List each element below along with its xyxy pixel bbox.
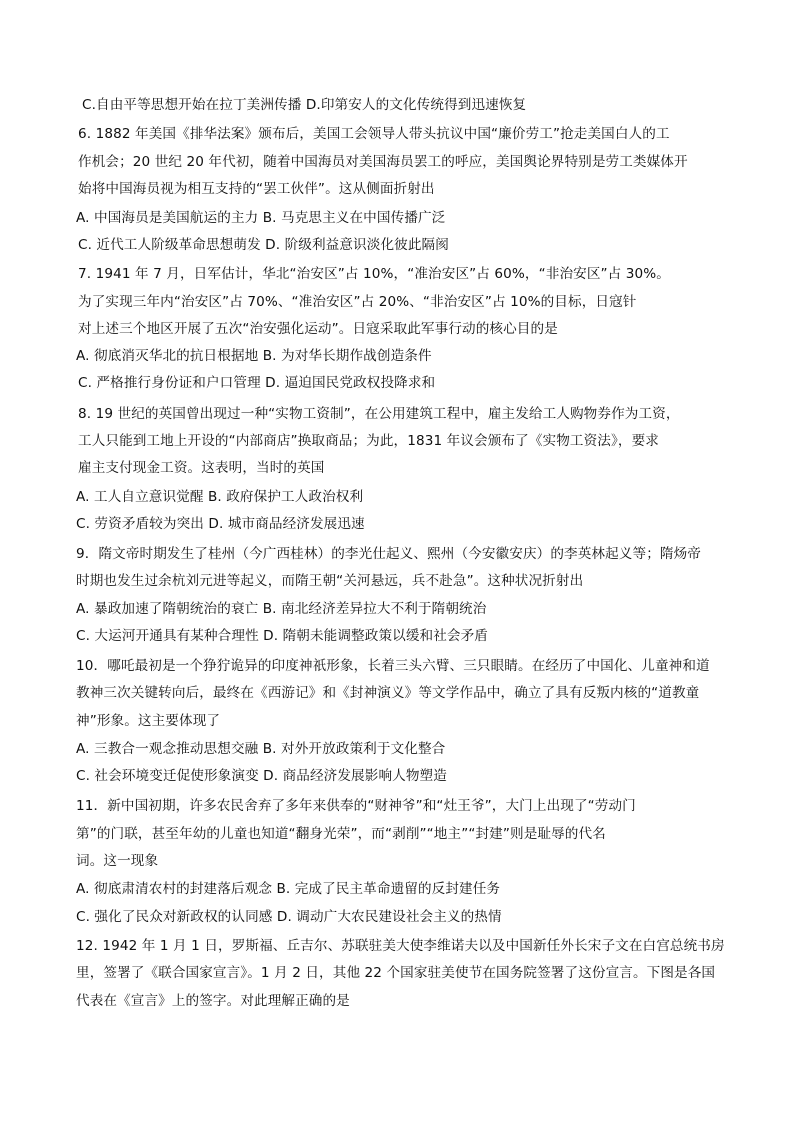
question-text: 12. 1942 年 1 月 1 日，罗斯福、丘吉尔、苏联驻美大使李维诺夫以及中国新任外长宋子文在白宫总统书房 [76,938,725,954]
question-text: 神”形象。这主要体现了 [76,713,221,729]
option-line: C. 强化了民众对新政权的认同感 D. 调动广大农民建设社会主义的热情 [76,909,502,925]
question-text: 11．新中国初期，许多农民舍弃了多年来供奉的“财神爷”和“灶王爷”，大门上出现了“劳动门 [76,798,636,814]
option-line: A. 彻底消灭华北的抗日根据地 B. 为对华长期作战创造条件 [76,348,432,364]
option-line: C. 劳资矛盾较为突出 D. 城市商品经济发展迅速 [76,516,365,532]
option-line: A. 中国海员是美国航运的主力 B. 马克思主义在中国传播广泛 [76,210,446,226]
question-text: 7. 1941 年 7 月，日军估计，华北“治安区”占 10%，“准治安区”占 60%，“非治安区”占 30%。 [78,266,670,282]
option-line: C.自由平等思想开始在拉丁美洲传播 D.印第安人的文化传统得到迅速恢复 [82,97,527,113]
question-text: 9．隋文帝时期发生了桂州（今广西桂林）的李光仕起义、熙州（今安徽安庆）的李英林起义等；隋炀帝 [76,546,701,562]
question-text: 工人只能到工地上开设的“内部商店”换取商品；为此，1831 年议会颁布了《实物工资法》，要求 [78,433,659,449]
question-text: 教神三次关键转向后，最终在《西游记》和《封神演义》等文学作品中，确立了具有反叛内核的“道教童 [76,685,700,701]
question-text: 10．哪吒最初是一个狰狞诡异的印度神祇形象，长着三头六臂、三只眼睛。在经历了中国化、儿童神和道 [76,658,710,674]
question-text: 时期也发生过余杭刘元进等起义，而隋王朝“关河悬远，兵不赴急”。这种状况折射出 [76,573,584,589]
question-text: 6. 1882 年美国《排华法案》颁布后，美国工会领导人带头抗议中国“廉价劳工”抢走美国白人的工 [78,126,670,142]
option-line: C. 大运河开通具有某种合理性 D. 隋朝未能调整政策以缓和社会矛盾 [76,628,488,644]
option-line: A. 暴政加速了隋朝统治的衰亡 B. 南北经济差异拉大不利于隋朝统治 [76,601,487,617]
option-line: A. 工人自立意识觉醒 B. 政府保护工人政治权利 [76,489,364,505]
question-text: 代表在《宣言》上的签字。对此理解正确的是 [76,993,350,1009]
question-text: 作机会；20 世纪 20 年代初，随着中国海员对美国海员罢工的呼应，美国舆论界特别是劳工类媒体开 [78,154,688,170]
question-text: 8. 19 世纪的英国曾出现过一种“实物工资制”，在公用建筑工程中，雇主发给工人购物券作为工资， [78,406,680,422]
option-line: C. 严格推行身份证和户口管理 D. 逼迫国民党政权投降求和 [78,375,436,391]
option-line: A. 三教合一观念推动思想交融 B. 对外开放政策利于文化整合 [76,741,446,757]
question-text: 词。这一现象 [76,853,159,869]
option-line: A. 彻底肃清农村的封建落后观念 B. 完成了民主革命遗留的反封建任务 [76,881,501,897]
question-text: 雇主支付现金工资。这表明，当时的英国 [78,460,325,476]
question-text: 始将中国海员视为相互支持的“罢工伙伴”。这从侧面折射出 [78,181,435,197]
question-text: 第”的门联，甚至年幼的儿童也知道“翻身光荣”，而“剥削”“地主”“封建”则是耻辱的代名 [76,826,606,842]
option-line: C. 社会环境变迁促使形象演变 D. 商品经济发展影响人物塑造 [76,768,447,784]
question-text: 里，签署了《联合国家宣言》。1 月 2 日，其他 22 个国家驻美使节在国务院签署了这份宣言。下图是各国 [76,965,716,981]
question-text: 为了实现三年内“治安区”占 70%、“准治安区”占 20%、“非治安区”占 10%的目标，日寇针 [78,294,637,310]
option-line: C. 近代工人阶级革命思想萌发 D. 阶级利益意识淡化彼此隔阂 [78,237,449,253]
question-text: 对上述三个地区开展了五次“治安强化运动”。日寇采取此军事行动的核心目的是 [78,321,558,337]
